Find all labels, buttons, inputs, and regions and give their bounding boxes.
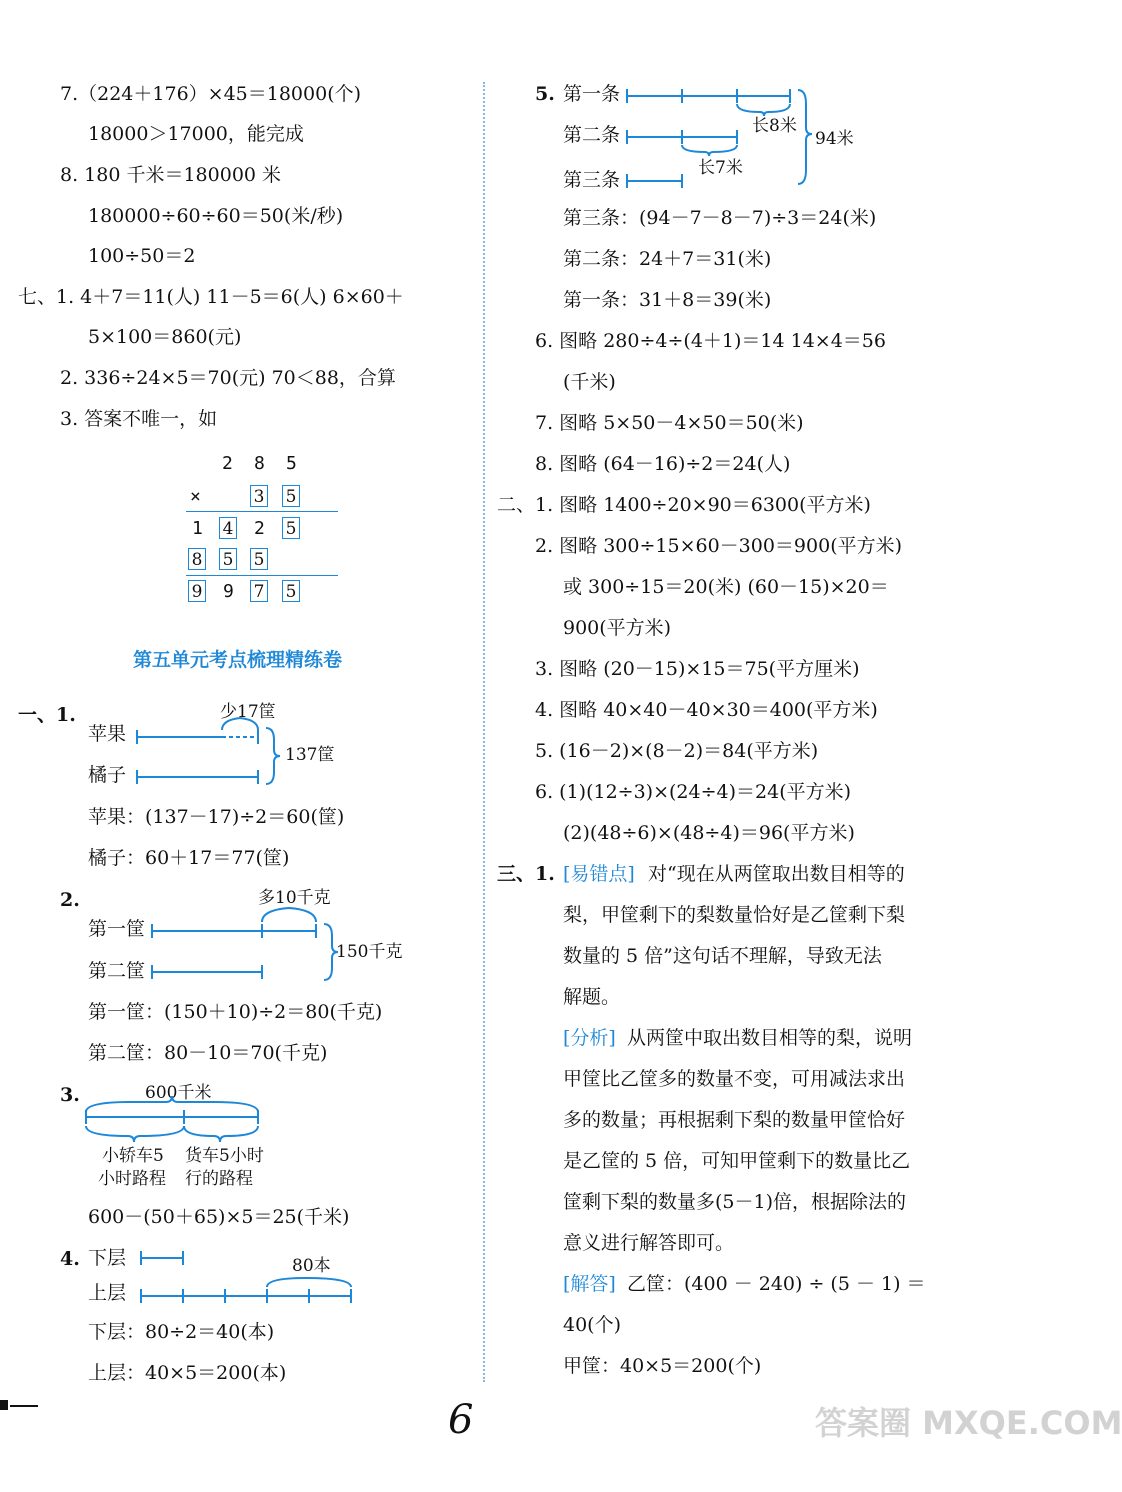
unit5-q2-line2: 第二筐：80－10＝70(千克)	[88, 1042, 328, 1064]
tag-error-point: [易错点]	[563, 863, 635, 885]
answer-text-2: 40(个)	[563, 1314, 622, 1336]
section3-q1-label: 三、1.	[497, 863, 555, 885]
section7-q1-line2: 5×100＝860(元)	[88, 326, 242, 348]
watermark: 答案圈 MXQE.COM	[815, 1404, 1122, 1442]
unit5-q1-label: 一、1.	[18, 704, 76, 726]
mult-row4-box3: 5	[250, 548, 268, 570]
tag-analysis: [分析]	[563, 1027, 616, 1049]
diagram3-bottom-label-1a: 小轿车5	[102, 1146, 164, 1166]
page-number: 6	[448, 1397, 474, 1443]
unit5-q3-label: 3.	[60, 1084, 80, 1106]
section2-q4: 4. 图略 40×40－40×30＝400(平方米)	[535, 699, 878, 721]
mult-row1-d2: 8	[254, 453, 265, 474]
tag-answer: [解答]	[563, 1273, 616, 1295]
analysis-text-4: 是乙筐的 5 倍，可知甲筐剩下的数量比乙	[563, 1150, 911, 1172]
section2-q6-line1: 6. (1)(12÷3)×(24÷4)＝24(平方米)	[535, 781, 852, 803]
analysis-text-2: 甲筐比乙筐多的数量不变，可用减法求出	[563, 1068, 906, 1090]
diagram4-top-label: 80本	[292, 1256, 331, 1276]
error-text-4: 解题。	[563, 986, 621, 1008]
section2-q2-line1: 2. 图略 300÷15×60－300＝900(平方米)	[535, 535, 903, 557]
diagram3-top-label: 600千米	[145, 1083, 212, 1103]
mult-row2-box1: 3	[250, 485, 268, 507]
unit5-q1-line2: 橘子：60＋17＝77(筐)	[88, 847, 290, 869]
analysis-text-3: 多的数量；再根据剩下梨的数量甲筐恰好	[563, 1109, 906, 1131]
diagram2-label-2: 第二筐	[88, 960, 146, 982]
section2-q2-line2: 或 300÷15＝20(米) (60－15)×20＝	[563, 576, 889, 598]
answer-text-3: 甲筐：40×5＝200(个)	[563, 1355, 762, 1377]
error-text-2: 梨，甲筐剩下的梨数量恰好是乙筐剩下梨	[563, 904, 906, 926]
mult-row4-box1: 8	[188, 548, 206, 570]
analysis-text-1: 从两筐中取出数目相等的梨，说明	[627, 1027, 913, 1049]
mult-row3-box2: 5	[282, 517, 300, 539]
analysis-text-6: 意义进行解答即可。	[563, 1232, 735, 1254]
r-problem-6-line1: 6. 图略 280÷4÷(4＋1)＝14 14×4＝56	[535, 330, 886, 352]
diagram1-apple-label: 苹果	[88, 723, 127, 745]
section2-q2-line3: 900(平方米)	[563, 617, 672, 639]
unit5-q4-line2: 上层：40×5＝200(本)	[88, 1362, 287, 1384]
r-problem-6-line2: (千米)	[563, 371, 616, 393]
unit5-q2-line1: 第一筐：(150＋10)÷2＝80(千克)	[88, 1001, 383, 1023]
diagram3-bottom-label-1b: 小时路程	[98, 1169, 166, 1189]
diagram2-bars	[152, 908, 338, 980]
section7-q3: 3. 答案不唯一，如	[60, 408, 218, 430]
section2-q1: 二、1. 图略 1400÷20×90＝6300(平方米)	[497, 494, 871, 516]
diagram2-total-label: 150千克	[336, 942, 403, 962]
mult-row5-box1: 9	[188, 580, 206, 602]
section7-q2: 2. 336÷24×5＝70(元) 70＜88，合算	[60, 367, 396, 389]
diagram1-bars	[137, 718, 280, 784]
diagram5-label-2: 第二条	[563, 124, 621, 146]
unit5-q3-line1: 600－(50＋65)×5＝25(千米)	[88, 1206, 350, 1228]
problem-7-line2: 18000＞17000，能完成	[88, 123, 304, 145]
unit5-q4-line1: 下层：80÷2＝40(本)	[88, 1321, 275, 1343]
diagram1-total-label: 137筐	[285, 745, 335, 765]
unit5-q2-label: 2.	[60, 889, 80, 911]
diagram5-label-a: 长8米	[752, 116, 797, 136]
diagram4-bars	[141, 1251, 351, 1303]
unit5-q4-label: 4.	[60, 1248, 80, 1270]
r-problem-5-line3: 第一条：31＋8＝39(米)	[563, 289, 772, 311]
mult-row3-d3: 2	[254, 518, 265, 539]
problem-8-line1: 8. 180 千米＝180000 米	[60, 164, 282, 186]
mult-row3-d1: 1	[192, 518, 203, 539]
r-problem-5-line1: 第三条：(94－7－8－7)÷3＝24(米)	[563, 207, 877, 229]
diagram4-label-1: 下层	[88, 1247, 127, 1269]
r-problem-7: 7. 图略 5×50－4×50＝50(米)	[535, 412, 804, 434]
section2-q6-line2: (2)(48÷6)×(48÷4)＝96(平方米)	[563, 822, 855, 844]
section7-q1-line1: 七、1. 4＋7＝11(人) 11－5＝6(人) 6×60＋	[18, 286, 404, 308]
mult-row5-box3: 5	[282, 580, 300, 602]
diagram5-label-3: 第三条	[563, 169, 621, 191]
problem-7-line1: 7.（224＋176）×45＝18000(个)	[60, 83, 362, 105]
r-problem-5-label: 5.	[535, 83, 555, 105]
answer-text-1: 乙筐：(400 － 240) ÷ (5 － 1) ＝	[627, 1273, 926, 1295]
error-text-3: 数量的 5 倍”这句话不理解，导致无法	[563, 945, 882, 967]
diagram1-top-label: 少17筐	[220, 702, 276, 722]
diagram3-bottom-label-2b: 行的路程	[185, 1169, 253, 1189]
error-text-1: 对“现在从两筐取出数目相等的	[648, 863, 905, 885]
diagram3-bottom-label-2a: 货车5小时	[185, 1146, 264, 1166]
diagram4-label-2: 上层	[88, 1282, 127, 1304]
mult-row1-d1: 2	[222, 453, 233, 474]
diagram2-top-label: 多10千克	[258, 888, 331, 908]
mult-row5-box2: 7	[250, 580, 268, 602]
mult-row5-d2: 9	[223, 581, 234, 602]
problem-8-line3: 100÷50＝2	[88, 245, 196, 267]
mult-row2-box2: 5	[282, 485, 300, 507]
section2-q3: 3. 图略 (20－15)×15＝75(平方厘米)	[535, 658, 860, 680]
diagram5-total-label: 94米	[815, 129, 854, 149]
diagram3-bars	[86, 1096, 258, 1142]
diagram5-bars	[627, 89, 812, 188]
diagram5-label-b: 长7米	[698, 158, 743, 178]
diagram5-label-1: 第一条	[563, 83, 621, 105]
mult-times-sign: ×	[190, 486, 201, 507]
mult-row4-box2: 5	[219, 548, 237, 570]
r-problem-8: 8. 图略 (64－16)÷2＝24(人)	[535, 453, 791, 475]
section-title: 第五单元考点梳理精练卷	[132, 649, 342, 671]
mult-row1-d3: 5	[286, 453, 297, 474]
unit5-q1-line1: 苹果：(137－17)÷2＝60(筐)	[88, 806, 345, 828]
r-problem-5-line2: 第二条：24＋7＝31(米)	[563, 248, 772, 270]
analysis-text-5: 筐剩下梨的数量多(5－1)倍，根据除法的	[563, 1191, 907, 1213]
mult-row3-box1: 4	[219, 517, 237, 539]
section2-q5: 5. (16－2)×(8－2)＝84(平方米)	[535, 740, 819, 762]
problem-8-line2: 180000÷60÷60＝50(米/秒)	[88, 205, 344, 227]
diagram2-label-1: 第一筐	[88, 918, 146, 940]
diagram1-orange-label: 橘子	[88, 764, 127, 786]
